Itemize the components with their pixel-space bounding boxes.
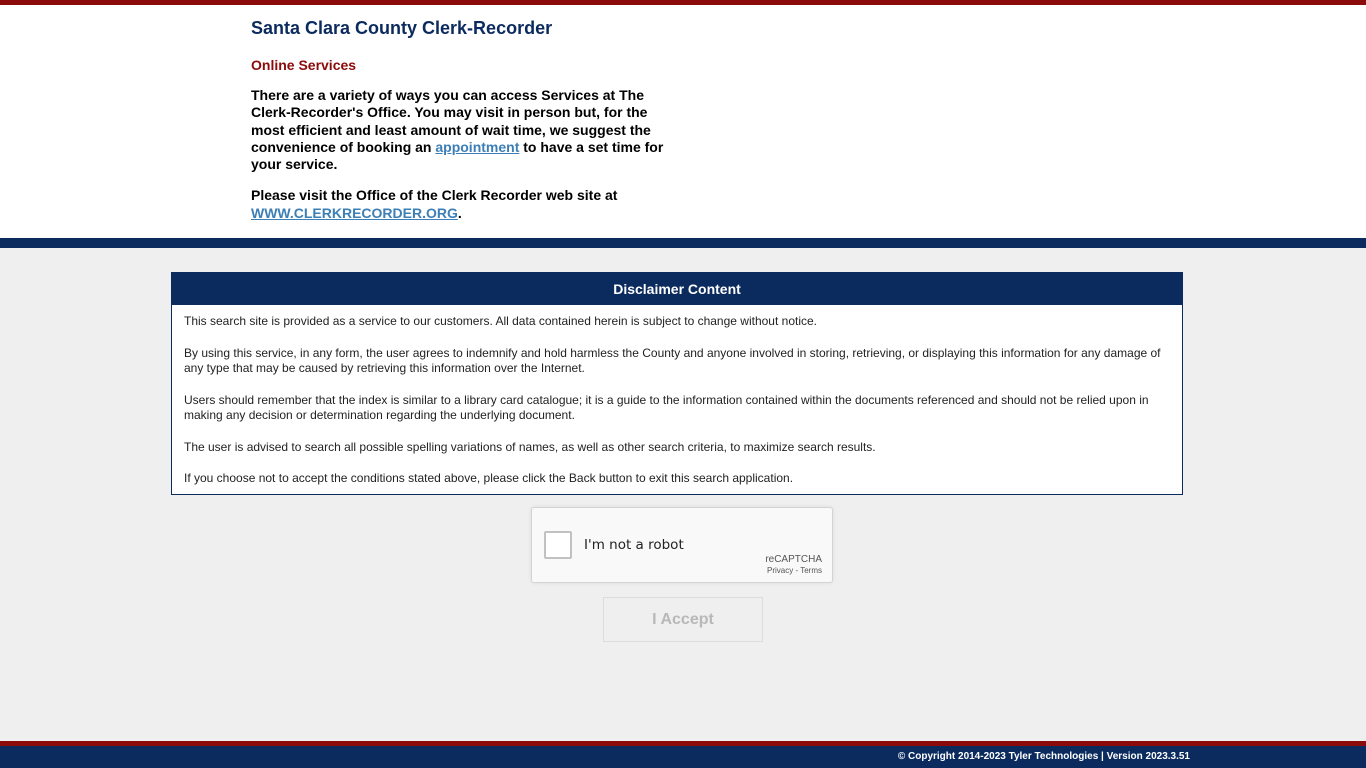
header [0,5,1366,238]
recaptcha-brand-text: reCAPTCHA [765,554,822,565]
disclaimer-paragraph: The user is advised to search all possible spelling variations of names, as well as other search criteria, to maximize search results. [184,439,876,454]
disclaimer-panel [171,272,1183,495]
intro-text-before: There are a variety of ways you can access Services at The Clerk-Recorder's Office. You may visit in person but, for the most efficient and least amount of wait time, we suggest the convenience of booking an [251,87,651,155]
accept-button[interactable]: I Accept [603,597,763,642]
blue-divider-band [0,238,1366,248]
visit-text-before: Please visit the Office of the Clerk Recorder web site at [251,187,618,204]
recaptcha-widget [531,507,833,583]
visit-text-after: . [457,204,462,221]
disclaimer-paragraph: By using this service, in any form, the user agrees to indemnify and hold harmless the County and anyone involved in storing, retrieving, or displaying this information for any damage of any type that may be caused by retrieving this information over the Internet. [184,345,1161,375]
recaptcha-privacy-link[interactable]: Privacy [767,566,794,575]
disclaimer-paragraph: This search site is provided as a service to our customers. All data contained herein is subject to change without notice. [184,314,817,328]
visit-paragraph [251,187,671,222]
appointment-link[interactable]: appointment [435,138,520,155]
recaptcha-terms-link[interactable]: Terms [800,566,822,575]
online-services-heading: Online Services [251,57,357,73]
recaptcha-branding [765,554,822,577]
recaptcha-link-separator: - [793,566,801,575]
disclaimer-paragraph: Users should remember that the index is similar to a library card catalogue; it is a guide to the information contained within the documents referenced and should not be relied upon in making any decision or determination regarding the underlying document. [184,392,1149,422]
recaptcha-checkbox[interactable] [544,531,572,559]
footer [0,746,1366,768]
clerk-recorder-website-link[interactable]: WWW.CLERKRECORDER.ORG [251,204,458,221]
intro-text-after: to have a set time for your service. [251,138,664,173]
disclaimer-body [172,305,1182,487]
disclaimer-paragraph: If you choose not to accept the conditions stated above, please click the Back button to exit this search application. [184,471,794,485]
intro-paragraph [251,87,671,173]
disclaimer-title: Disclaimer Content [172,273,1182,305]
copyright-text: © Copyright 2014-2023 Tyler Technologies | Version 2023.3.51 [897,751,1190,762]
recaptcha-links [765,565,822,577]
site-title: Santa Clara County Clerk-Recorder [251,18,553,38]
recaptcha-label: I'm not a robot [584,537,684,553]
header-content [251,18,671,222]
